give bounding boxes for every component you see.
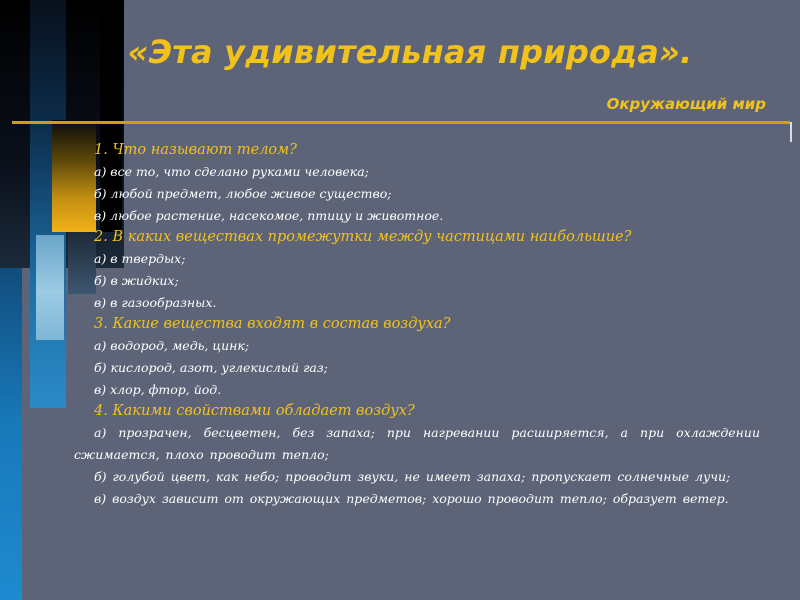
question-4: 4. Какими свойствами обладает воздух? [94, 403, 415, 419]
question-3: 3. Какие вещества входят в состав воздуха? [94, 316, 451, 332]
decor-bar-light [36, 235, 64, 340]
answer-1b: б) любой предмет, любое живое существо; [94, 186, 392, 201]
answer-4c: в) воздух зависит от окружающих предметов; хорошо проводит тепло; образует ветер. [94, 491, 729, 506]
answer-4b: б) голубой цвет, как небо; проводит звуки, не имеет запаха; пропускает солнечные лучи; [94, 469, 731, 484]
answer-2c: в) в газообразных. [94, 295, 217, 310]
title-divider-end [790, 122, 792, 142]
answer-2a: а) в твердых; [94, 251, 186, 266]
slide-title: «Эта удивительная природа». [127, 33, 693, 71]
answer-4a: а) прозрачен, бесцветен, без запаха; при нагревании расширяется, а при охлаждении сжимается, плохо проводит тепло; [74, 425, 760, 462]
answer-1a: а) все то, что сделано руками человека; [94, 164, 369, 179]
answer-2b: б) в жидких; [94, 273, 179, 288]
answer-1c: в) любое растение, насекомое, птицу и животное. [94, 208, 444, 223]
question-1: 1. Что называют телом? [94, 142, 297, 158]
title-divider [12, 121, 790, 124]
answer-3b: б) кислород, азот, углекислый газ; [94, 360, 328, 375]
answer-3a: а) водород, медь, цинк; [94, 338, 250, 353]
quiz-content [74, 140, 760, 510]
slide-subtitle: Окружающий мир [606, 95, 766, 113]
answer-3c: в) хлор, фтор, йод. [94, 382, 222, 397]
question-2: 2. В каких веществах промежутки между частицами наибольшие? [94, 229, 632, 245]
